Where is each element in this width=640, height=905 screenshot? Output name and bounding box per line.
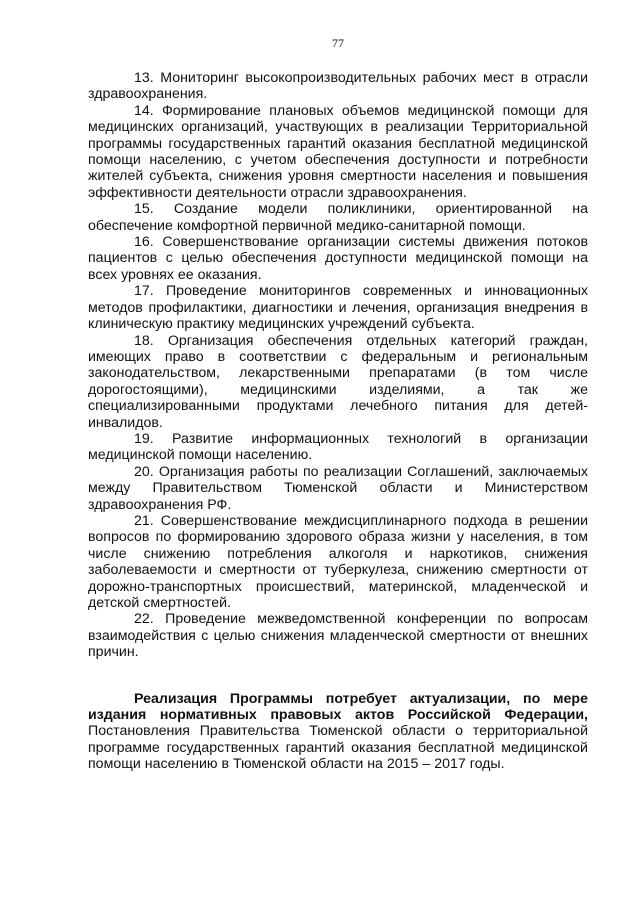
page-number: 77 [332, 36, 344, 50]
list-item-22: 22. Проведение межведомственной конференции по вопросам взаимодействия с целью снижения младенческой смертности от внешних причин. [88, 611, 588, 661]
closing-regular-text: Постановления Правительства Тюменской области о территориальной программе государственных гарантий оказания бесплатной медицинской помощи населению в Тюменской области на 2015 – 2017 годы. [88, 723, 588, 773]
list-item-16: 16. Совершенствование организации системы движения потоков пациентов с целью обеспечения доступности медицинской помощи на всех уровнях ее оказания. [88, 234, 588, 283]
closing-bold-text: Реализация Программы потребует актуализации, по мере издания нормативных правовых актов Российской Федерации, [88, 690, 588, 724]
list-item-19: 19. Развитие информационных технологий в организации медицинской помощи населению. [88, 430, 588, 464]
list-item-17: 17. Проведение мониторингов современных и инновационных методов профилактики, диагностики и лечения, организация внедрения в клиническую практику медицинских учреждений субъекта. [88, 283, 588, 333]
list-item-13: 13. Мониторинг высокопроизводительных рабочих мест в отрасли здравоохранения. [88, 70, 588, 103]
list-item-21: 21. Совершенствование междисциплинарного подхода в решении вопросов по формированию здорового образа жизни у населения, в том числе снижению потребления алкоголя и наркотиков, снижения заболеваемости и смертности от туберкулеза, снижению смертности от дорожно-транспортных происшествий, материнской, младенческой и детской смертностей. [88, 512, 588, 611]
list-item-20: 20. Организация работы по реализации Соглашений, заключаемых между Правительством Тюменской области и Министерством здравоохранения РФ. [88, 463, 588, 513]
closing-paragraph [88, 691, 588, 773]
list-item-15: 15. Создание модели поликлиники, ориентированной на обеспечение комфортной первичной медико-санитарной помощи. [88, 201, 588, 234]
list-item-18: 18. Организация обеспечения отдельных категорий граждан, имеющих право в соответствии с федеральным и региональным законодательством, лекарственными препаратами (в том числе дорогостоящими), медицинскими изделиями, а так же специализированными продуктами лечебного питания для детей-инвалидов. [88, 332, 588, 431]
list-item-14: 14. Формирование плановых объемов медицинской помощи для медицинских организаций, участвующих в реализации Территориальной программы государственных гарантий оказания бесплатной медицинской помощи населению, с учетом обеспечения доступности и потребности жителей субъекта, снижения уровня смертности населения и повышения эффективности деятельности отрасли здравоохранения. [88, 102, 588, 201]
document-page [88, 36, 588, 773]
